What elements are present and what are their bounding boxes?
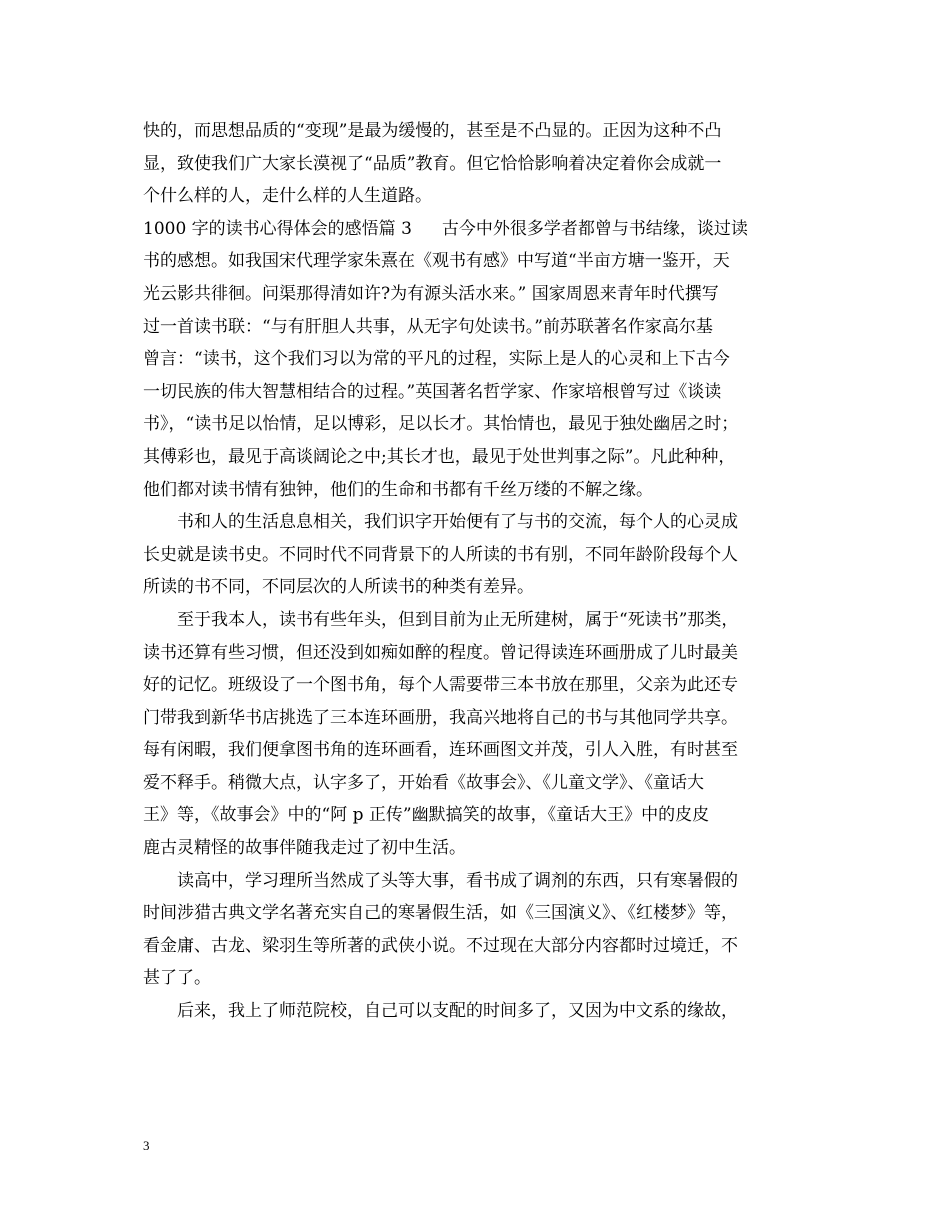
text-line: 快的，而思想品质的“变现”是最为缓慢的，甚至是不凸显的。正因为这种不凸 [143, 121, 722, 141]
text-line: 至于我本人，读书有些年头，但到目前为止无所建树，属于“死读书”那类， [177, 609, 739, 630]
text-line: 书的感想。如我国宋代理学家朱熹在《观书有感》中写道“半亩方塘一鉴开，天 [143, 251, 730, 272]
text-line: 后来，我上了师范院校，自己可以支配的时间多了，又因为中文系的缘故， [177, 1001, 738, 1022]
text-line: 时间涉猎古典文学名著充实自己的寒暑假生活，如《三国演义》、《红楼梦》等， [143, 903, 738, 924]
text-line: 爱不释手。稍微大点，认字多了，开始看《故事会》、《儿童文学》、《童话大 [143, 772, 704, 793]
text-line: 看金庸、古龙、梁羽生等所著的武侠小说。不过现在大部分内容都时过境迁，不 [143, 935, 738, 956]
text-line: 所读的书不同，不同层次的人所读书的种类有差异。 [143, 577, 534, 598]
section-heading-line [143, 213, 811, 246]
body-text [143, 115, 811, 1028]
text-line: 个什么样的人，走什么样的人生道路。 [143, 186, 432, 207]
section-heading: 1000 字的读书心得体会的感悟篇 3 [143, 218, 412, 239]
text-line: 一切民族的伟大智慧相结合的过程。”英国著名哲学家、作家培根曾写过《谈读 [143, 381, 722, 402]
text-line: 王》等，《故事会》中的“阿 p 正传”幽默搞笑的故事，《童话大王》中的皮皮 [143, 805, 710, 826]
text-line: 他们都对读书情有独钟，他们的生命和书都有千丝万缕的不解之缘。 [143, 479, 653, 500]
text-line: 好的记忆。班级设了一个图书角，每个人需要带三本书放在那里，父亲为此还专 [143, 675, 738, 696]
text-line: 读书还算有些习惯，但还没到如痴如醉的程度。曾记得读连环画册成了儿时最美 [143, 642, 738, 663]
text-line: 曾言：“读书，这个我们习以为常的平凡的过程，实际上是人的心灵和上下古今 [143, 349, 730, 370]
text-line: 读高中，学习理所当然成了头等大事，看书成了调剂的东西，只有寒暑假的 [177, 870, 738, 891]
text-line: 每有闲暇，我们便拿图书角的连环画看，连环画图文并茂，引人入胜，有时甚至 [143, 740, 738, 761]
text-line: 光云影共徘徊。问渠那得清如许?为有源头活水来。” 国家周恩来青年时代撰写 [143, 283, 719, 304]
page-number: 3 [143, 1138, 150, 1153]
text-line: 显，致使我们广大家长漠视了“品质”教育。但它恰恰影响着决定着你会成就一 [143, 153, 722, 174]
text-line: 过一首读书联：“与有肝胆人共事，从无字句处读书。”前苏联著名作家高尔基 [143, 316, 713, 337]
text-line: 书和人的生活息息相关，我们识字开始便有了与书的交流，每个人的心灵成 [177, 512, 738, 533]
text-line: 古今中外很多学者都曾与书结缘，谈过读 [441, 218, 748, 239]
text-line: 鹿古灵精怪的故事伴随我走过了初中生活。 [143, 838, 466, 859]
text-line: 门带我到新华书店挑选了三本连环画册，我高兴地将自己的书与其他同学共享。 [143, 707, 738, 728]
text-line: 甚了了。 [143, 968, 211, 989]
text-line: 长史就是读书史。不同时代不同背景下的人所读的书有别，不同年龄阶段每个人 [143, 544, 738, 565]
text-line: 书》，“读书足以怡情，足以博彩，足以长才。其怡情也，最见于独处幽居之时； [143, 414, 739, 435]
text-line: 其傅彩也，最见于高谈阔论之中;其长才也，最见于处世判事之际”。凡此种种， [143, 446, 736, 467]
